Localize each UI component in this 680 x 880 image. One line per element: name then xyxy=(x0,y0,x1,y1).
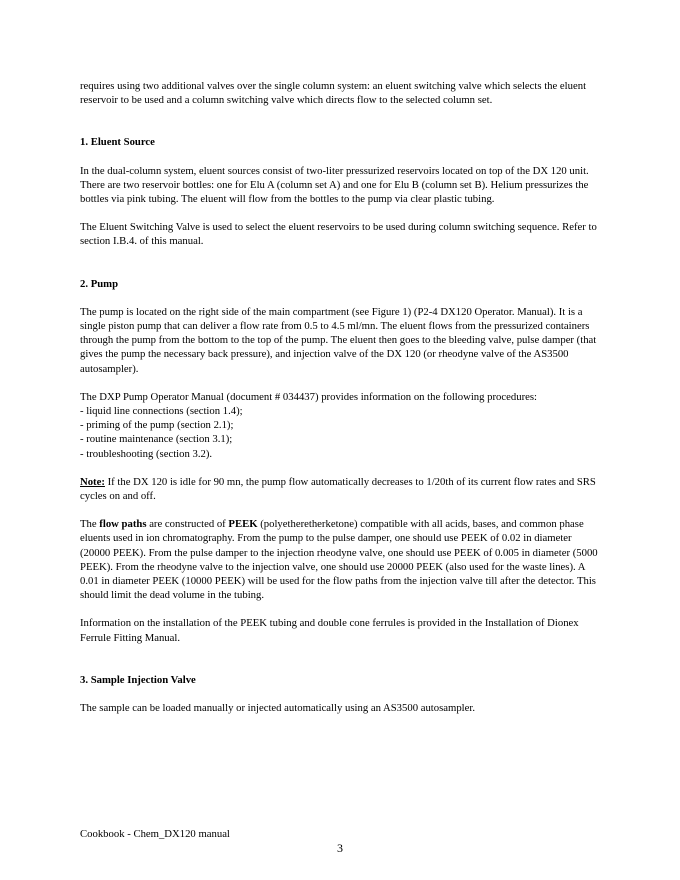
procedure-list xyxy=(80,404,600,461)
note-label: Note: xyxy=(80,475,105,488)
section-heading-pump: 2. Pump xyxy=(80,277,119,290)
pump-description-paragraph: The pump is located on the right side of the main compartment (see Figure 1) (P2-4 DX120 Operator. Manual). It is a single piston pump that can deliver a flow rate from 0.5 to 4.5 ml/mn. The eluent flows from the pressurized containers through the pump from the bottom to the top of the pump. The eluent then goes to the bleeding valve, pulse damper (that gives the pump the necessary back pressure), and injection valve of the DX 120 (or rheodyne valve of the AS3500 autosampler). xyxy=(80,305,597,375)
section-heading-eluent-source: 1. Eluent Source xyxy=(80,136,155,149)
list-item: - troubleshooting (section 3.2). xyxy=(80,447,213,460)
sample-injection-paragraph: The sample can be loaded manually or injected automatically using an AS3500 autosampler. xyxy=(80,702,476,715)
peek-installation-paragraph: Information on the installation of the PEEK tubing and double cone ferrules is provided in the Installation of Dionex Ferrule Fitting Manual. xyxy=(80,617,579,644)
page-footer: Cookbook - Chem_DX120 manual xyxy=(80,828,230,840)
eluent-source-paragraph: In the dual-column system, eluent sources consist of two-liter pressurized reservoirs located on top of the DX 120 unit. There are two reservoir bottles: one for Elu A (column set A) and one for Elu B (column set B). Helium pressurizes the bottles via pink tubing. The eluent will flow from the bottles to the pump via clear plastic tubing. xyxy=(80,164,589,206)
flow-paths-intro: The xyxy=(80,518,100,531)
intro-paragraph: requires using two additional valves over the single column system: an eluent switching valve which selects the eluent reservoir to be used and a column switching valve which directs flow to the selected column set. xyxy=(80,80,587,107)
pump-manual-paragraph: The DXP Pump Operator Manual (document # 034437) provides information on the following procedures: xyxy=(80,390,537,403)
peek-term: PEEK xyxy=(228,518,258,531)
eluent-switching-valve-paragraph: The Eluent Switching Valve is used to select the eluent reservoirs to be used during column switching sequence. Refer to section I.B.4. of this manual. xyxy=(80,221,597,248)
page-number: 3 xyxy=(337,841,343,855)
list-item: - routine maintenance (section 3.1); xyxy=(80,433,233,446)
flow-paths-paragraph xyxy=(80,517,600,602)
flow-paths-term: flow paths xyxy=(99,518,147,531)
section-heading-sample-injection-valve: 3. Sample Injection Valve xyxy=(80,673,196,686)
note-paragraph xyxy=(80,475,600,503)
page-body xyxy=(80,79,600,715)
list-item: - liquid line connections (section 1.4); xyxy=(80,405,243,418)
list-item: - priming of the pump (section 2.1); xyxy=(80,419,234,432)
flow-paths-mid: are constructed of xyxy=(146,518,229,531)
note-text: If the DX 120 is idle for 90 mn, the pump flow automatically decreases to 1/20th of its current flow rates and SRS cycles on and off. xyxy=(80,475,596,503)
flow-paths-text: (polyetheretherketone) compatible with all acids, bases, and common phase eluents used in ion chromatography. From the pump to the pulse damper, one should use PEEK of 0.02 in diameter (20000 PEEK). From the pulse damper to the injection rheodyne valve, one should use PEEK of 0.005 in diameter (5000 PEEK). From the rheodyne valve to the injection valve, one should use 20000 PEEK (also used for the waste lines). A 0.01 in diameter PEEK (10000 PEEK) will be used for the flow paths from the injection valve till after the detector. This should limit the dead volume in the tubing. xyxy=(80,518,598,602)
